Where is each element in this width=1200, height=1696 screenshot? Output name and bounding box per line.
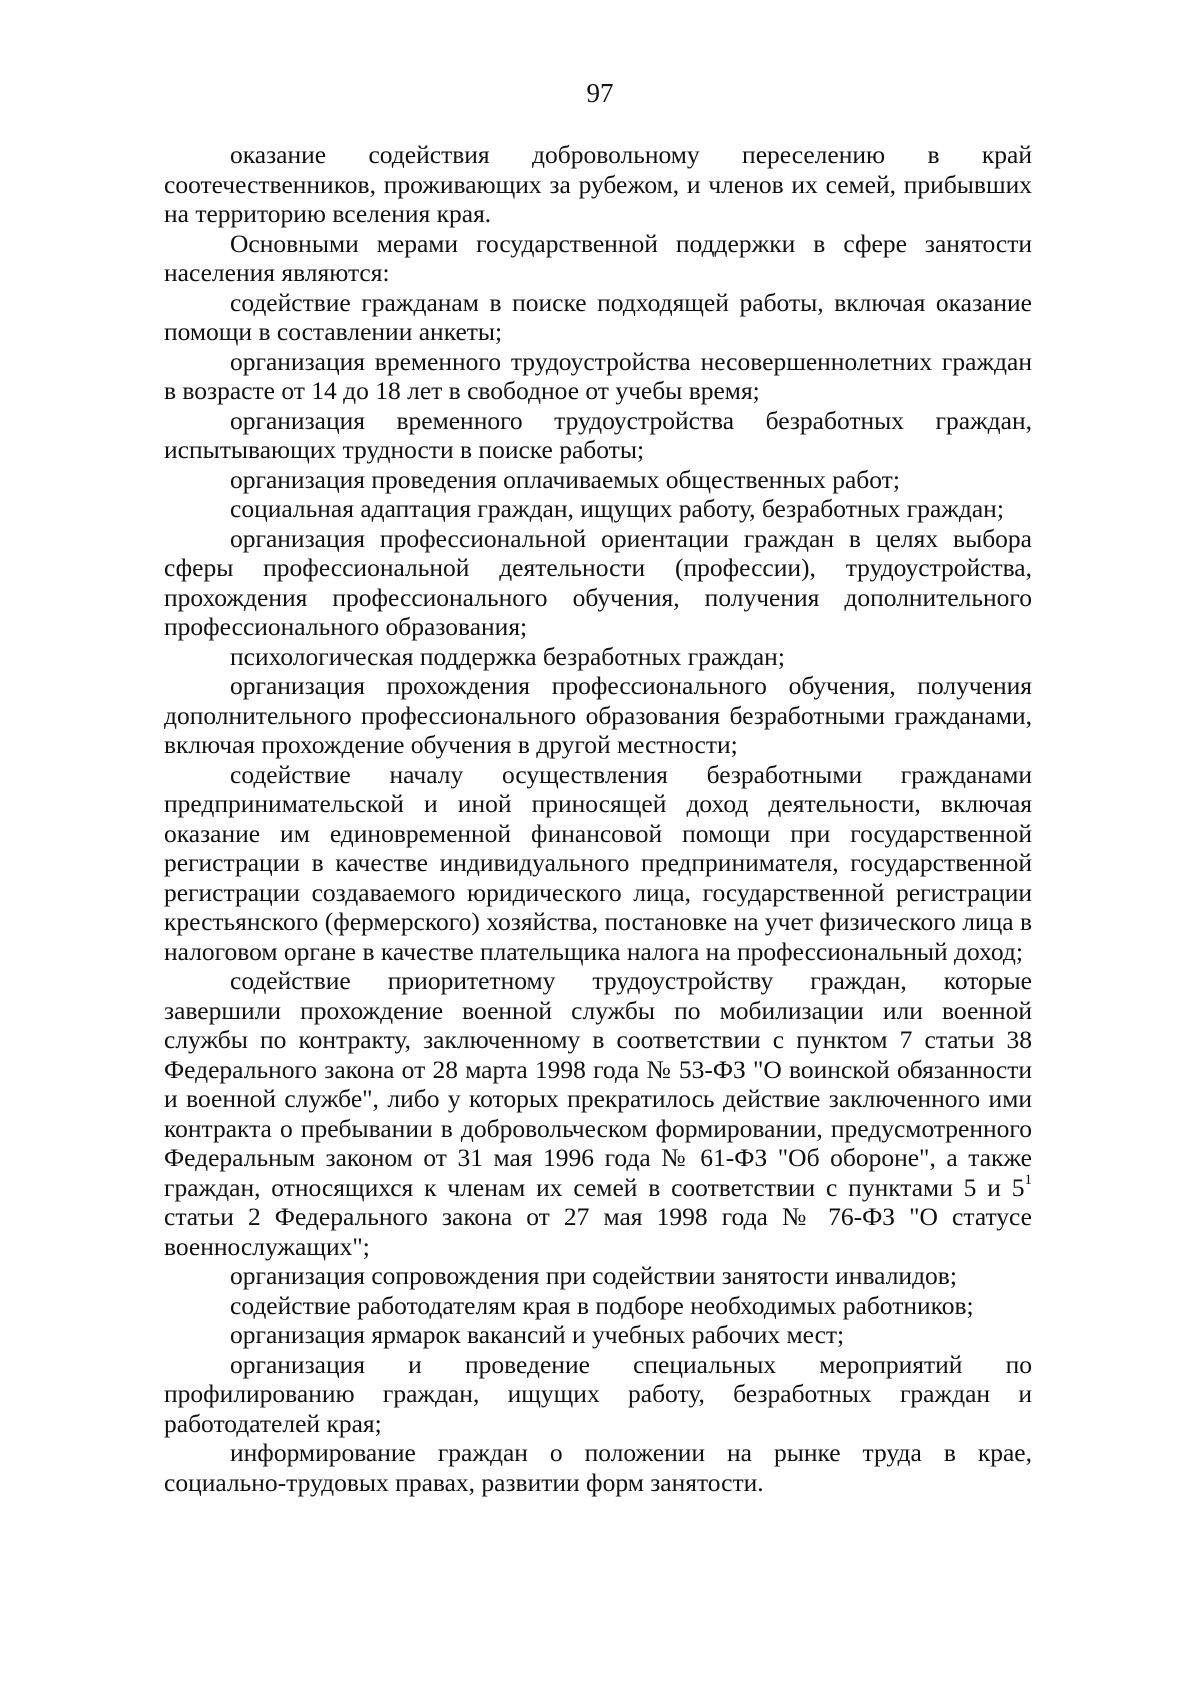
paragraph: содействие гражданам в поиске подходящей работы, включая оказание помощи в составлении анкеты;: [164, 287, 1032, 346]
paragraph: организация проведения оплачиваемых общественных работ;: [230, 464, 900, 494]
paragraph: организация временного трудоустройства несовершеннолетних граждан в возрасте от 14 до 18 лет в свободное от учебы время;: [164, 346, 1032, 405]
paragraph: содействие работодателям края в подборе необходимых работников;: [230, 1290, 974, 1320]
paragraph-with-superscript: [164, 966, 1032, 1261]
paragraph: оказание содействия добровольному переселению в край соотечественников, проживающих за рубежом, и членов их семей, прибывших на территорию вселения края.: [164, 140, 1032, 228]
paragraph: организация ярмарок вакансий и учебных рабочих мест;: [230, 1320, 845, 1349]
paragraph: социальная адаптация граждан, ищущих работу, безработных граждан;: [230, 494, 1004, 523]
page-number: 97: [586, 78, 614, 108]
paragraph: организация и проведение специальных мероприятий по профилированию граждан, ищущих работу, безработных граждан и работодателей края;: [164, 1349, 1032, 1438]
paragraph: организация временного трудоустройства безработных граждан, испытывающих трудности в поиске работы;: [164, 405, 1032, 464]
document-body: [164, 140, 1032, 1497]
paragraph: организация прохождения профессионального обучения, получения дополнительного профессионального образования безработными гражданами, включая прохождение обучения в другой местности;: [164, 671, 1032, 759]
paragraph-text: содействие приоритетному трудоустройству граждан, которые завершили прохождение военной службы по мобилизации или военной службы по контракту, заключенному в соответствии с пунктом 7 статьи 38 Федерального закона от 28 марта 1998 года № 53-ФЗ "О воинской обязанности и военной службе", либо у которых прекратилось действие заключенного ими контракта о пребывании в добровольческом формировании, предусмотренного Федеральным законом от 31 мая 1996 года № 61-ФЗ "Об обороне", а также граждан, относящихся к членам их семей в соответствии с пунктами 5 и 5: [164, 966, 1032, 1202]
paragraph: информирование граждан о положении на рынке труда в крае, социально-трудовых правах, развитии форм занятости.: [164, 1438, 1032, 1497]
paragraph: Основными мерами государственной поддержки в сфере занятости населения являются:: [164, 228, 1032, 287]
superscript-mark: 1: [1024, 1172, 1032, 1188]
paragraph: организация сопровождения при содействии занятости инвалидов;: [230, 1261, 957, 1290]
paragraph: содействие началу осуществления безработными гражданами предпринимательской и иной приносящей доход деятельности, включая оказание им единовременной финансовой помощи при государственной регистрации в качестве индивидуального предпринимателя, государственной регистрации создаваемого юридического лица, государственной регистрации крестьянского (фермерского) хозяйства, постановке на учет физического лица в налоговом органе в качестве плательщика налога на профессиональный доход;: [164, 759, 1032, 966]
paragraph: организация профессиональной ориентации граждан в целях выбора сферы профессиональной деятельности (профессии), трудоустройства, прохождения профессионального обучения, получения дополнительного профессионального образования;: [164, 523, 1032, 641]
paragraph: психологическая поддержка безработных граждан;: [230, 641, 785, 671]
paragraph-text: статьи 2 Федерального закона от 27 мая 1998 года № 76-ФЗ "О статусе военнослужащих";: [164, 1202, 1032, 1261]
